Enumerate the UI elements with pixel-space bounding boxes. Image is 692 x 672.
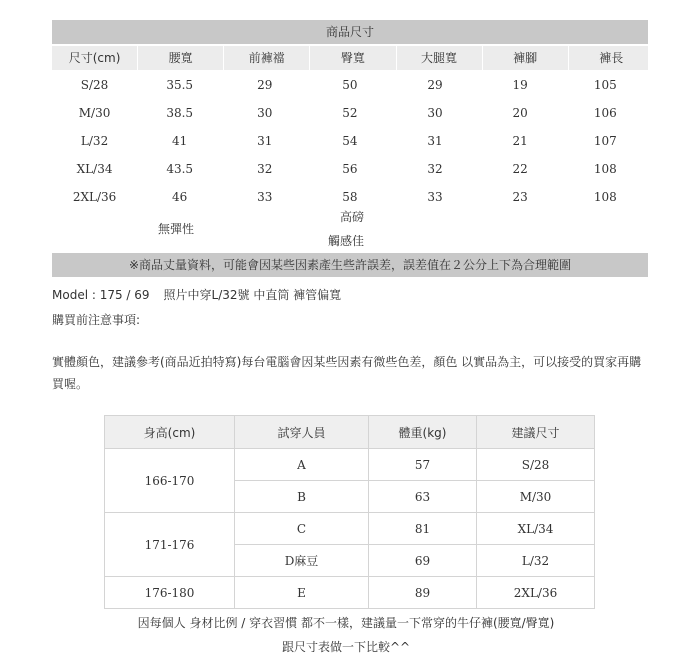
size-row bbox=[52, 128, 648, 154]
suggested-size-cell: M/30 bbox=[477, 481, 595, 513]
size-row bbox=[52, 100, 648, 126]
model-info bbox=[52, 286, 341, 303]
size-cell: 32 bbox=[257, 162, 273, 176]
weight-cell: 81 bbox=[369, 513, 477, 545]
size-cell: 20 bbox=[512, 106, 528, 120]
size-cell: M/30 bbox=[78, 106, 111, 120]
size-cell: 33 bbox=[427, 190, 443, 204]
try-on-body bbox=[105, 449, 595, 609]
suggested-size-cell: S/28 bbox=[477, 449, 595, 481]
size-cell: 56 bbox=[342, 162, 358, 176]
size-cell: 108 bbox=[593, 162, 617, 176]
size-cell: 29 bbox=[257, 78, 273, 92]
size-cell: 52 bbox=[342, 106, 358, 120]
size-table-body bbox=[52, 72, 648, 210]
size-table bbox=[52, 20, 648, 210]
weight-cell: 69 bbox=[369, 545, 477, 577]
person-cell: A bbox=[235, 449, 369, 481]
suggested-size-cell: L/32 bbox=[477, 545, 595, 577]
size-cell: 43.5 bbox=[166, 162, 194, 176]
try-header-weight: 體重(kg) bbox=[369, 416, 477, 449]
size-cell: 46 bbox=[172, 190, 188, 204]
height-range-cell: 166-170 bbox=[105, 449, 235, 513]
weight-cell: 89 bbox=[369, 577, 477, 609]
height-range-cell: 171-176 bbox=[105, 513, 235, 577]
size-cell: 30 bbox=[257, 106, 273, 120]
size-row bbox=[52, 156, 648, 182]
model-photo-size: 照片中穿L/32號 中直筒 褲管偏寬 bbox=[163, 288, 342, 302]
size-cell: 33 bbox=[257, 190, 273, 204]
size-cell: 41 bbox=[172, 134, 188, 148]
model-stats: Model : 175 / 69 bbox=[52, 288, 150, 302]
measurement-disclaimer: ※商品丈量資料，可能會因某些因素產生些許誤差，誤差值在２公分上下為合理範圍 bbox=[52, 253, 648, 277]
fabric-notes bbox=[52, 205, 648, 251]
footer-compare: 跟尺寸表做一下比較^^ bbox=[281, 640, 411, 654]
person-cell: E bbox=[235, 577, 369, 609]
color-notice: 實體顏色，建議參考(商品近拍特寫)每台電腦會因某些因素有微些色差，顏色 以實品為主，可以接受的買家再購買喔。 bbox=[52, 355, 642, 391]
size-cell: 21 bbox=[512, 134, 528, 148]
size-cell: S/28 bbox=[80, 78, 109, 92]
size-cell: 30 bbox=[427, 106, 443, 120]
col-header-waist: 腰寬 bbox=[138, 46, 224, 70]
size-table-header-row bbox=[52, 44, 648, 70]
size-cell: 106 bbox=[593, 106, 617, 120]
size-cell: 35.5 bbox=[166, 78, 194, 92]
size-row bbox=[52, 72, 648, 98]
person-cell: D麻豆 bbox=[235, 545, 369, 577]
try-on-row bbox=[105, 513, 595, 545]
size-cell: 2XL/36 bbox=[72, 190, 117, 204]
col-header-hip: 臀寬 bbox=[310, 46, 396, 70]
size-cell: L/32 bbox=[80, 134, 109, 148]
size-cell: 29 bbox=[427, 78, 443, 92]
weight-note: 高磅 bbox=[340, 210, 365, 224]
size-cell: 108 bbox=[593, 190, 617, 204]
size-cell: 31 bbox=[257, 134, 273, 148]
size-cell: 32 bbox=[427, 162, 443, 176]
weight-cell: 57 bbox=[369, 449, 477, 481]
col-header-hem: 褲腳 bbox=[483, 46, 569, 70]
col-header-front-rise: 前褲襠 bbox=[224, 46, 310, 70]
height-range-cell: 176-180 bbox=[105, 577, 235, 609]
size-cell: 105 bbox=[593, 78, 617, 92]
size-cell: 23 bbox=[512, 190, 528, 204]
size-cell: 107 bbox=[593, 134, 617, 148]
size-cell: 38.5 bbox=[166, 106, 194, 120]
size-cell: 31 bbox=[427, 134, 443, 148]
precaution-title: 購買前注意事項: bbox=[52, 313, 141, 327]
try-on-row bbox=[105, 449, 595, 481]
try-header-height: 身高(cm) bbox=[105, 416, 235, 449]
suggested-size-cell: XL/34 bbox=[477, 513, 595, 545]
col-header-size: 尺寸(cm) bbox=[52, 46, 138, 70]
size-cell: 54 bbox=[342, 134, 358, 148]
try-on-table bbox=[104, 415, 595, 609]
try-header-person: 試穿人員 bbox=[235, 416, 369, 449]
size-cell: 22 bbox=[512, 162, 528, 176]
try-on-header-row bbox=[105, 416, 595, 449]
size-cell: 50 bbox=[342, 78, 358, 92]
col-header-thigh: 大腿寬 bbox=[397, 46, 483, 70]
size-cell: 19 bbox=[512, 78, 528, 92]
person-cell: C bbox=[235, 513, 369, 545]
person-cell: B bbox=[235, 481, 369, 513]
size-cell: XL/34 bbox=[76, 162, 113, 176]
feel-note: 觸感佳 bbox=[328, 234, 365, 248]
try-header-size: 建議尺寸 bbox=[477, 416, 595, 449]
footer-advice: 因每個人 身材比例 / 穿衣習慣 都不一樣，建議量一下常穿的牛仔褲(腰寬/臀寬) bbox=[137, 616, 555, 630]
try-on-row bbox=[105, 577, 595, 609]
col-header-length: 褲長 bbox=[599, 51, 624, 65]
stretch-note: 無彈性 bbox=[158, 222, 195, 236]
size-table-title: 商品尺寸 bbox=[52, 20, 648, 44]
weight-cell: 63 bbox=[369, 481, 477, 513]
suggested-size-cell: 2XL/36 bbox=[477, 577, 595, 609]
size-cell: 58 bbox=[342, 190, 358, 204]
